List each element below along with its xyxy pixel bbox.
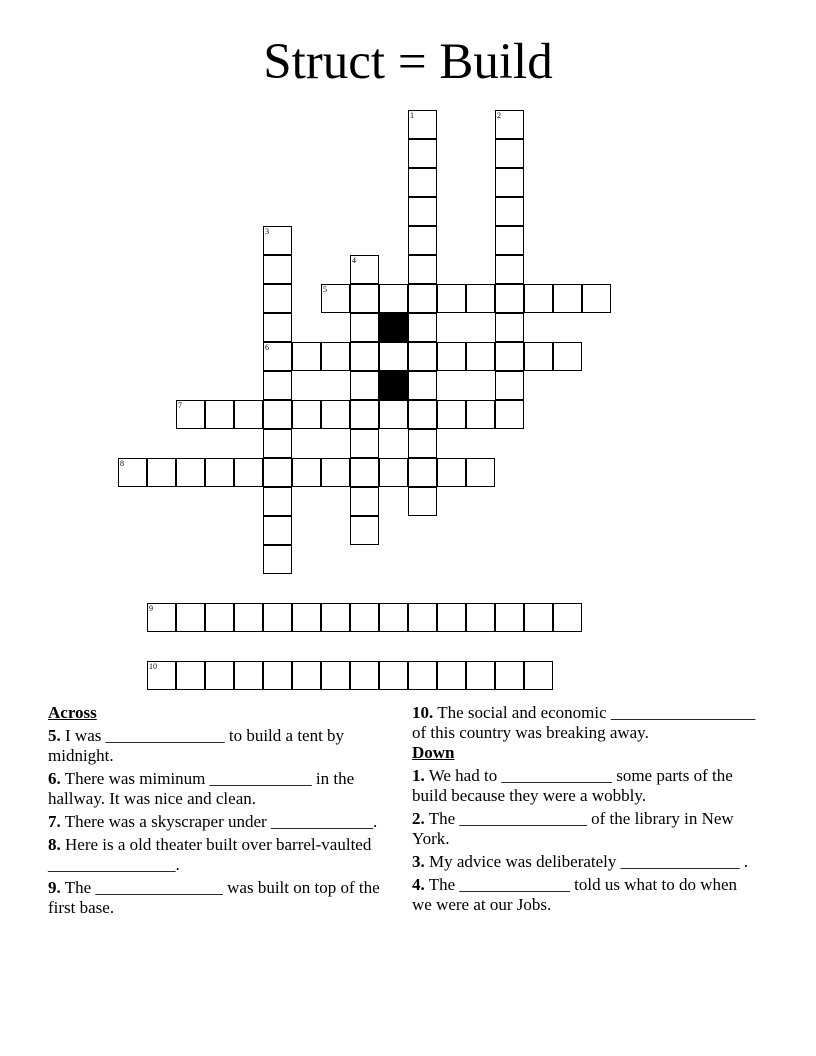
grid-cell[interactable] [408,371,437,400]
grid-cell[interactable] [263,458,292,487]
grid-cell[interactable] [321,661,350,690]
clue-text: The _______________ of the library in New York. [412,809,734,848]
clue-across-7 [48,812,388,832]
grid-cell[interactable] [408,400,437,429]
grid-cell[interactable] [292,661,321,690]
grid-cell[interactable] [147,603,176,632]
clue-number: 7. [48,812,61,831]
grid-cell[interactable] [408,284,437,313]
clue-down-2 [412,809,757,849]
grid-cell[interactable] [495,168,524,197]
clue-number: 6. [48,769,61,788]
grid-cell[interactable] [495,371,524,400]
grid-cell[interactable] [234,400,263,429]
grid-cell[interactable] [118,458,147,487]
grid-cell[interactable] [437,661,466,690]
grid-cell[interactable] [495,603,524,632]
grid-cell[interactable] [263,487,292,516]
grid-cell[interactable] [234,661,263,690]
right-clues [412,703,757,915]
grid-cell[interactable] [321,342,350,371]
grid-cell[interactable] [466,661,495,690]
grid-cell[interactable] [408,139,437,168]
clue-across-6 [48,769,388,809]
grid-cell[interactable] [495,139,524,168]
clue-across-5 [48,726,388,766]
grid-cell[interactable] [350,661,379,690]
down-heading: Down [412,743,455,762]
grid-cell[interactable] [495,661,524,690]
grid-cell[interactable] [205,603,234,632]
grid-cell[interactable] [553,603,582,632]
grid-cell[interactable] [292,603,321,632]
grid-cell[interactable] [408,110,437,139]
grid-cell[interactable] [466,603,495,632]
grid-cell[interactable] [437,458,466,487]
grid-cell[interactable] [495,400,524,429]
grid-cell[interactable] [205,661,234,690]
grid-cell[interactable] [379,400,408,429]
grid-cell[interactable] [495,342,524,371]
grid-cell[interactable] [379,661,408,690]
black-cell [379,371,408,400]
grid-cell[interactable] [350,400,379,429]
grid-cell[interactable] [524,342,553,371]
grid-cell[interactable] [437,284,466,313]
grid-cell[interactable] [408,313,437,342]
clue-across-9 [48,878,388,918]
grid-cell[interactable] [263,226,292,255]
grid-cell[interactable] [495,110,524,139]
grid-cell[interactable] [263,284,292,313]
grid-cell[interactable] [437,400,466,429]
grid-cell[interactable] [495,313,524,342]
grid-cell[interactable] [176,603,205,632]
grid-cell[interactable] [495,197,524,226]
grid-cell[interactable] [553,284,582,313]
grid-cell[interactable] [263,603,292,632]
grid-cell[interactable] [263,545,292,574]
grid-cell[interactable] [524,603,553,632]
cell-number: 7 [178,401,182,410]
grid-cell[interactable] [408,603,437,632]
grid-cell[interactable] [292,458,321,487]
grid-cell[interactable] [408,661,437,690]
clue-text: I was ______________ to build a tent by midnight. [48,726,345,765]
clue-number: 4. [412,875,425,894]
grid-cell[interactable] [350,371,379,400]
grid-cell[interactable] [350,342,379,371]
cell-number: 9 [149,604,153,613]
across-clues [48,703,388,918]
grid-cell[interactable] [321,284,350,313]
cell-number: 2 [497,111,501,120]
grid-cell[interactable] [553,342,582,371]
grid-cell[interactable] [379,458,408,487]
clue-number: 2. [412,809,425,828]
clue-across-8 [48,835,388,875]
clue-number: 3. [412,852,425,871]
clue-number: 1. [412,766,425,785]
cell-number: 5 [323,285,327,294]
grid-cell[interactable] [408,342,437,371]
grid-cell[interactable] [408,168,437,197]
grid-cell[interactable] [263,313,292,342]
grid-cell[interactable] [350,429,379,458]
grid-cell[interactable] [205,400,234,429]
grid-cell[interactable] [582,284,611,313]
cell-number: 8 [120,459,124,468]
grid-cell[interactable] [437,342,466,371]
cell-number: 3 [265,227,269,236]
grid-cell[interactable] [263,255,292,284]
grid-cell[interactable] [263,371,292,400]
grid-cell[interactable] [350,313,379,342]
grid-cell[interactable] [176,458,205,487]
clue-text: There was miminum ____________ in the hallway. It was nice and clean. [48,769,355,808]
grid-cell[interactable] [234,458,263,487]
across-heading: Across [48,703,97,722]
grid-cell[interactable] [234,603,263,632]
clue-down-1 [412,766,757,806]
grid-cell[interactable] [350,516,379,545]
grid-cell[interactable] [524,661,553,690]
grid-cell[interactable] [147,661,176,690]
grid-cell[interactable] [408,458,437,487]
grid-cell[interactable] [466,400,495,429]
clue-number: 8. [48,835,61,854]
cell-number: 4 [352,256,356,265]
grid-cell[interactable] [379,284,408,313]
grid-cell[interactable] [408,197,437,226]
grid-cell[interactable] [263,661,292,690]
grid-cell[interactable] [466,284,495,313]
black-cell [379,313,408,342]
grid-cell[interactable] [321,603,350,632]
grid-cell[interactable] [350,603,379,632]
clue-number: 9. [48,878,61,897]
clue-number: 10. [412,703,434,722]
grid-cell[interactable] [321,458,350,487]
cell-number: 6 [265,343,269,352]
clue-number: 5. [48,726,61,745]
grid-cell[interactable] [524,284,553,313]
clue-down-3 [412,852,757,872]
grid-cell[interactable] [437,603,466,632]
grid-cell[interactable] [408,487,437,516]
grid-cell[interactable] [263,400,292,429]
clue-text: My advice was deliberately ______________ . [429,852,749,871]
cell-number: 1 [410,111,414,120]
grid-cell[interactable] [495,226,524,255]
grid-cell[interactable] [176,400,205,429]
clue-text: The _______________ was built on top of the first base. [48,878,380,917]
grid-cell[interactable] [350,487,379,516]
grid-cell[interactable] [350,458,379,487]
grid-cell[interactable] [263,516,292,545]
grid-cell[interactable] [263,342,292,371]
clue-text: There was a skyscraper under ____________. [64,812,378,831]
grid-cell[interactable] [321,400,350,429]
grid-cell[interactable] [408,255,437,284]
grid-cell[interactable] [408,226,437,255]
clue-text: We had to _____________ some parts of the build because they were a wobbly. [412,766,733,805]
grid-cell[interactable] [408,429,437,458]
grid-cell[interactable] [205,458,234,487]
clue-text: Here is a old theater built over barrel-vaulted _______________. [48,835,372,874]
grid-cell[interactable] [350,255,379,284]
grid-cell[interactable] [466,342,495,371]
grid-cell[interactable] [379,603,408,632]
clue-text: The _____________ told us what to do when we were at our Jobs. [412,875,738,914]
grid-cell[interactable] [466,458,495,487]
cell-number: 10 [149,662,157,671]
grid-cell[interactable] [147,458,176,487]
clue-down-4 [412,875,757,915]
puzzle-title: Struct = Build [263,34,553,90]
grid-cell[interactable] [263,429,292,458]
grid-cell[interactable] [495,284,524,313]
grid-cell[interactable] [176,661,205,690]
grid-cell[interactable] [350,284,379,313]
clue-text: The social and economic _________________ of this country was breaking away. [412,703,756,742]
grid-cell[interactable] [495,255,524,284]
grid-cell[interactable] [292,400,321,429]
grid-cell[interactable] [379,342,408,371]
clue-across-10 [412,703,757,743]
grid-cell[interactable] [292,342,321,371]
